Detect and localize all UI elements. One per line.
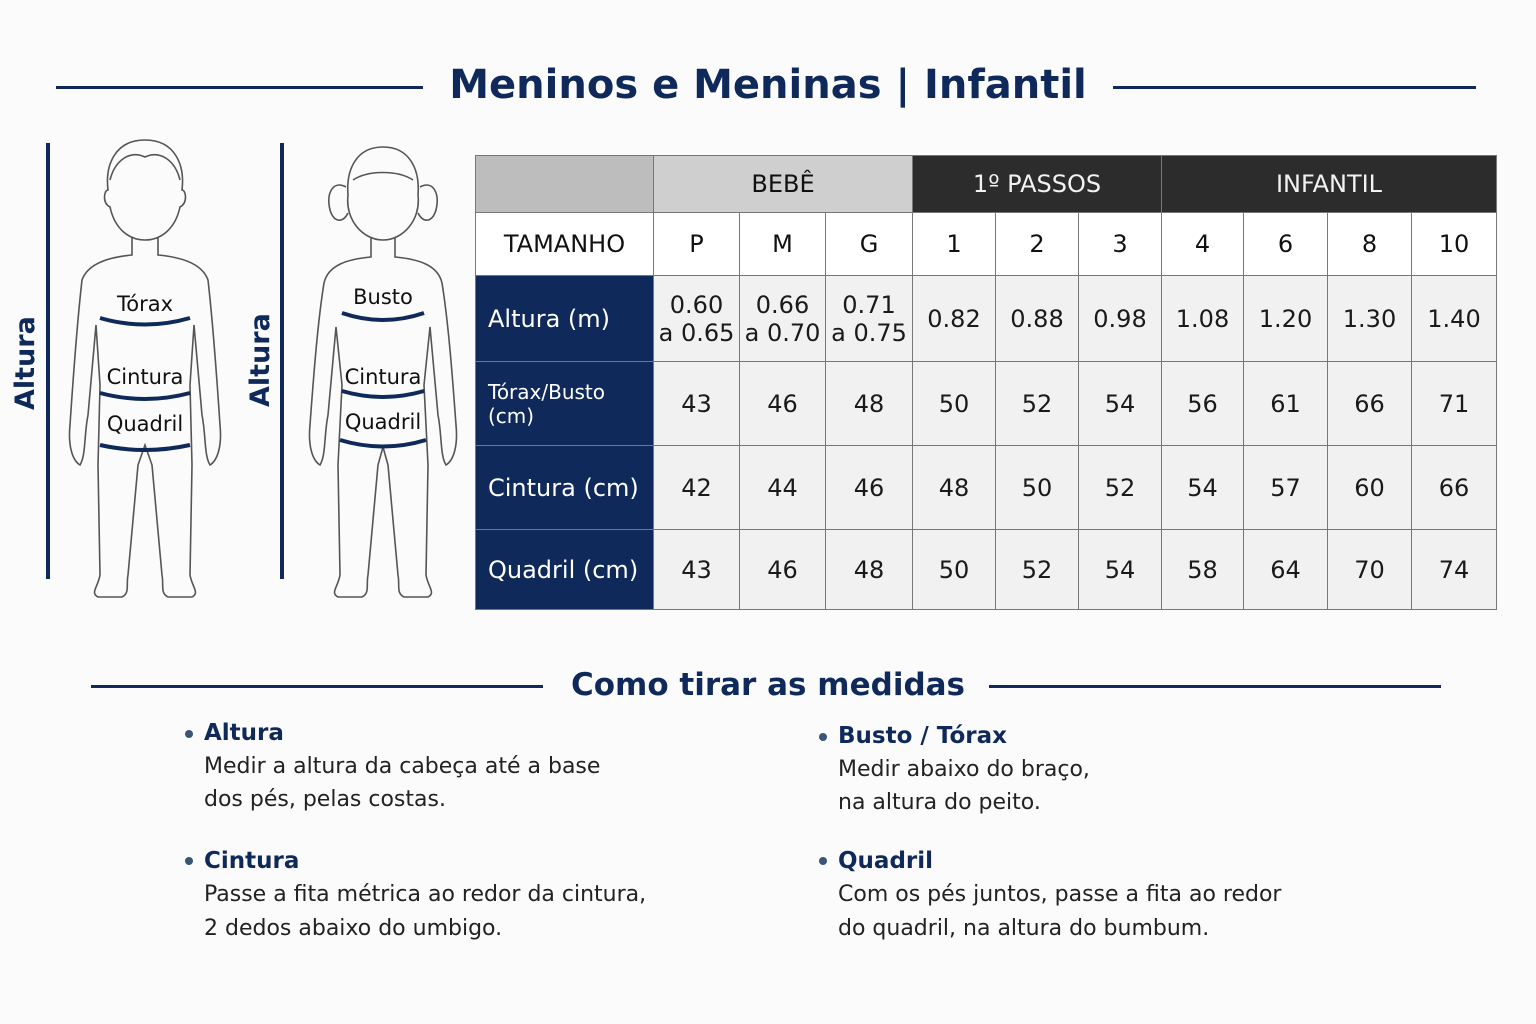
value-cell: 52 (996, 530, 1079, 610)
row-label: Cintura (cm) (476, 446, 654, 530)
value-cell: 50 (913, 530, 996, 610)
value-cell: 71 (1412, 362, 1497, 446)
size-cell: P (654, 213, 740, 276)
size-table (475, 155, 1497, 610)
value-cell: 46 (740, 362, 826, 446)
row-label: Tórax/Busto (cm) (476, 362, 654, 446)
body-figures (0, 135, 470, 615)
value-cell: 0.66 a 0.70 (740, 276, 826, 362)
value-cell: 44 (740, 446, 826, 530)
value-cell: 52 (1079, 446, 1162, 530)
value-cell: 74 (1412, 530, 1497, 610)
size-cell: 2 (996, 213, 1079, 276)
group-primeiros-passos: 1º PASSOS (913, 156, 1162, 213)
value-cell: 0.88 (996, 276, 1079, 362)
group-bebe: BEBÊ (654, 156, 913, 213)
table-group-row (476, 156, 1497, 213)
howto-item-altura (204, 717, 600, 816)
table-row (476, 276, 1497, 362)
table-corner (476, 156, 654, 213)
howto-item-head: Cintura (204, 844, 646, 878)
size-cell: 6 (1244, 213, 1328, 276)
value-cell: 0.98 (1079, 276, 1162, 362)
size-cell: 8 (1328, 213, 1412, 276)
size-cell: G (826, 213, 913, 276)
table-row (476, 362, 1497, 446)
boy-height-label: Altura (10, 316, 41, 410)
value-cell: 1.08 (1162, 276, 1244, 362)
value-cell: 46 (740, 530, 826, 610)
value-cell: 54 (1079, 530, 1162, 610)
value-cell: 66 (1328, 362, 1412, 446)
size-cell: 3 (1079, 213, 1162, 276)
table-row (476, 530, 1497, 610)
value-cell: 43 (654, 362, 740, 446)
row-label: Altura (m) (476, 276, 654, 362)
girl-bust-label: Busto (353, 285, 413, 309)
howto-item-line: na altura do peito. (838, 790, 1041, 815)
value-cell: 60 (1328, 446, 1412, 530)
value-cell: 58 (1162, 530, 1244, 610)
howto-item-head: Quadril (838, 844, 1281, 878)
howto-item-line: Com os pés juntos, passe a fita ao redor (838, 882, 1282, 907)
size-cell: 4 (1162, 213, 1244, 276)
girl-waist-label: Cintura (344, 365, 422, 389)
value-cell: 50 (996, 446, 1079, 530)
boy-chest-label: Tórax (116, 292, 174, 316)
group-infantil: INFANTIL (1162, 156, 1497, 213)
howto-item-line: Passe a fita métrica ao redor da cintura, (204, 882, 647, 907)
howto-item-line: Medir a altura da cabeça até a base (204, 754, 601, 779)
value-cell: 50 (913, 362, 996, 446)
value-cell: 48 (913, 446, 996, 530)
table-row (476, 446, 1497, 530)
boy-hip-label: Quadril (106, 412, 184, 436)
value-cell: 57 (1244, 446, 1328, 530)
value-cell: 64 (1244, 530, 1328, 610)
value-cell: 48 (826, 362, 913, 446)
value-cell: 0.82 (913, 276, 996, 362)
howto-item-cintura (204, 844, 646, 946)
value-cell: 61 (1244, 362, 1328, 446)
howto-item-line: Medir abaixo do braço, (838, 757, 1090, 782)
howto-item-busto (838, 720, 1090, 819)
value-cell: 0.60 a 0.65 (654, 276, 740, 362)
title-bar (0, 58, 1536, 118)
value-cell: 1.40 (1412, 276, 1497, 362)
girl-hip-label: Quadril (344, 410, 422, 434)
howto-item-head: Altura (204, 717, 600, 750)
howto-title-bar (0, 662, 1536, 712)
howto-item-line: 2 dedos abaixo do umbigo. (204, 916, 503, 941)
value-cell: 52 (996, 362, 1079, 446)
size-cell: 10 (1412, 213, 1497, 276)
howto-title: Como tirar as medidas (0, 662, 1536, 708)
size-cell: M (740, 213, 826, 276)
value-cell: 70 (1328, 530, 1412, 610)
page-title: Meninos e Meninas | Infantil (0, 58, 1536, 112)
howto-item-line: do quadril, na altura do bumbum. (838, 916, 1210, 941)
size-row-label: TAMANHO (476, 213, 654, 276)
row-label: Quadril (cm) (476, 530, 654, 610)
girl-height-label: Altura (245, 313, 276, 407)
value-cell: 1.30 (1328, 276, 1412, 362)
value-cell: 43 (654, 530, 740, 610)
size-cell: 1 (913, 213, 996, 276)
boy-height-bar (46, 143, 50, 579)
howto-item-line: dos pés, pelas costas. (204, 787, 446, 812)
value-cell: 46 (826, 446, 913, 530)
boy-waist-label: Cintura (106, 365, 184, 389)
howto-item-quadril (838, 844, 1281, 946)
value-cell: 54 (1162, 446, 1244, 530)
value-cell: 0.71 a 0.75 (826, 276, 913, 362)
girl-height-bar (280, 143, 284, 579)
howto-item-head: Busto / Tórax (838, 720, 1090, 753)
value-cell: 42 (654, 446, 740, 530)
value-cell: 56 (1162, 362, 1244, 446)
value-cell: 66 (1412, 446, 1497, 530)
value-cell: 48 (826, 530, 913, 610)
table-size-row (476, 213, 1497, 276)
value-cell: 54 (1079, 362, 1162, 446)
value-cell: 1.20 (1244, 276, 1328, 362)
